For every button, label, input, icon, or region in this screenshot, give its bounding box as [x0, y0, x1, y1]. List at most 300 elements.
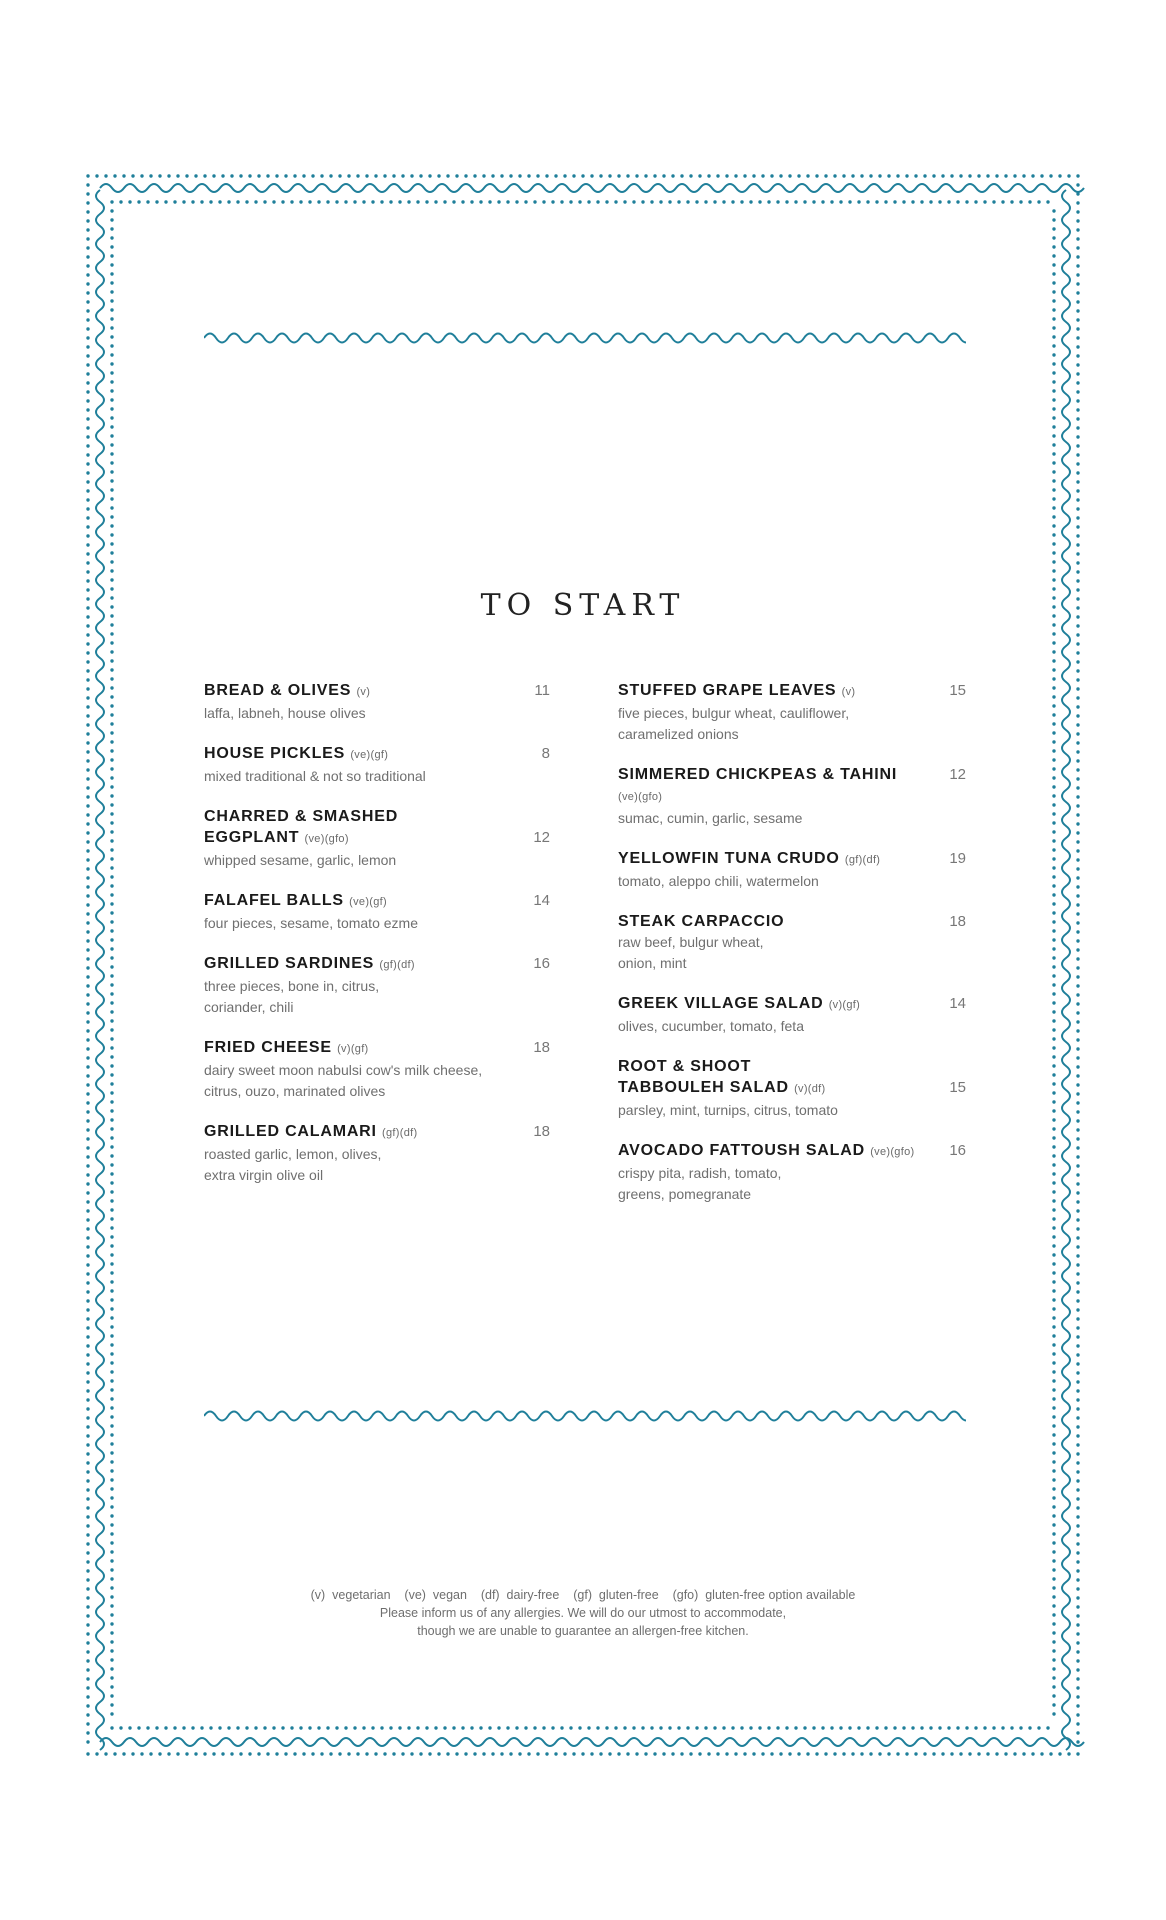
- border-dot: [1052, 1199, 1055, 1202]
- border-dot: [86, 714, 89, 717]
- border-dot: [947, 200, 950, 203]
- border-dot: [1052, 1505, 1055, 1508]
- border-dot: [509, 1752, 512, 1755]
- border-dot: [110, 254, 113, 257]
- border-dot: [932, 174, 935, 177]
- border-dot: [1040, 1752, 1043, 1755]
- border-dot: [500, 1752, 503, 1755]
- border-dot: [857, 200, 860, 203]
- border-dot: [86, 1281, 89, 1284]
- border-dot: [86, 444, 89, 447]
- border-dot: [1076, 255, 1079, 258]
- border-dot: [515, 1726, 518, 1729]
- border-dot: [869, 1752, 872, 1755]
- border-dot: [86, 1416, 89, 1419]
- border-dot: [1058, 1752, 1061, 1755]
- border-dot: [86, 732, 89, 735]
- border-dot: [86, 1146, 89, 1149]
- border-dot: [110, 569, 113, 572]
- border-dot: [812, 200, 815, 203]
- border-dot: [1052, 1001, 1055, 1004]
- border-dot: [1067, 1752, 1070, 1755]
- border-dot: [1052, 812, 1055, 815]
- border-dot: [1076, 417, 1079, 420]
- border-dot: [947, 1726, 950, 1729]
- border-dot: [452, 1726, 455, 1729]
- border-dot: [1052, 551, 1055, 554]
- border-dot: [1076, 1542, 1079, 1545]
- border-dot: [110, 434, 113, 437]
- border-dot: [959, 174, 962, 177]
- border-dot: [1076, 1452, 1079, 1455]
- border-dot: [1052, 992, 1055, 995]
- border-dot: [1076, 246, 1079, 249]
- border-dot: [1076, 1731, 1079, 1734]
- border-dot: [1076, 183, 1079, 186]
- border-dot: [86, 768, 89, 771]
- border-dot: [497, 1726, 500, 1729]
- border-dot: [1052, 416, 1055, 419]
- border-dot: [86, 1290, 89, 1293]
- border-dot: [86, 1524, 89, 1527]
- border-dot: [1076, 660, 1079, 663]
- border-dot: [122, 174, 125, 177]
- border-dot: [110, 1046, 113, 1049]
- border-dot: [1076, 849, 1079, 852]
- border-dot: [110, 1316, 113, 1319]
- border-dot: [1052, 515, 1055, 518]
- border-dot: [1052, 1388, 1055, 1391]
- border-dot: [680, 1752, 683, 1755]
- border-dot: [1076, 201, 1079, 204]
- border-dot: [338, 1752, 341, 1755]
- border-dot: [110, 1145, 113, 1148]
- border-dot: [185, 1752, 188, 1755]
- border-dot: [497, 200, 500, 203]
- border-dot: [110, 848, 113, 851]
- border-dot: [86, 318, 89, 321]
- item-price: 16: [949, 1142, 966, 1159]
- item-name-text: FRIED CHEESE: [204, 1039, 332, 1056]
- border-dot: [740, 200, 743, 203]
- border-dot: [209, 200, 212, 203]
- border-dot: [1052, 794, 1055, 797]
- border-dot: [86, 831, 89, 834]
- border-dot: [356, 174, 359, 177]
- border-dot: [140, 1752, 143, 1755]
- border-dot: [923, 1752, 926, 1755]
- border-dot: [968, 1752, 971, 1755]
- item-name-text: GRILLED CALAMARI: [204, 1123, 377, 1140]
- border-dot: [770, 174, 773, 177]
- border-dot: [1076, 777, 1079, 780]
- border-dot: [1052, 848, 1055, 851]
- border-dot: [110, 758, 113, 761]
- border-dot: [1052, 299, 1055, 302]
- item-description-line: tomato, aleppo chili, watermelon: [618, 873, 819, 889]
- border-dot: [1076, 1155, 1079, 1158]
- border-dot: [1076, 1551, 1079, 1554]
- border-dot: [86, 435, 89, 438]
- border-dot: [653, 174, 656, 177]
- border-dot: [518, 174, 521, 177]
- border-dot: [1052, 245, 1055, 248]
- border-dot: [284, 1752, 287, 1755]
- border-dot: [797, 174, 800, 177]
- item-name-text: SIMMERED CHICKPEAS & TAHINI: [618, 766, 898, 783]
- border-dot: [1052, 1226, 1055, 1229]
- border-dot: [86, 1353, 89, 1356]
- border-dot: [1076, 1101, 1079, 1104]
- border-dot: [104, 1752, 107, 1755]
- item-name-text: STEAK CARPACCIO: [618, 913, 785, 930]
- border-dot: [452, 200, 455, 203]
- border-dot: [1076, 1335, 1079, 1338]
- item-price: 16: [533, 955, 550, 972]
- allergy-notice-line-2: though we are unable to guarantee an allergen-free kitchen.: [417, 1624, 749, 1638]
- border-dot: [347, 174, 350, 177]
- border-dot: [86, 1227, 89, 1230]
- border-dot: [110, 245, 113, 248]
- border-dot: [110, 677, 113, 680]
- border-dot: [86, 1578, 89, 1581]
- border-dot: [86, 921, 89, 924]
- border-dot: [1052, 938, 1055, 941]
- border-dot: [992, 200, 995, 203]
- border-dot: [455, 174, 458, 177]
- border-dot: [1076, 975, 1079, 978]
- border-dot: [1052, 227, 1055, 230]
- border-dot: [455, 1752, 458, 1755]
- border-dot: [86, 1299, 89, 1302]
- item-description-line: laffa, labneh, house olives: [204, 705, 366, 721]
- border-dot: [527, 174, 530, 177]
- border-dot: [110, 929, 113, 932]
- border-dot: [761, 1752, 764, 1755]
- border-dot: [110, 1019, 113, 1022]
- border-dot: [1028, 1726, 1031, 1729]
- border-dot: [110, 632, 113, 635]
- border-dot: [86, 480, 89, 483]
- border-dot: [1076, 561, 1079, 564]
- border-dot: [1052, 1478, 1055, 1481]
- border-dot: [554, 174, 557, 177]
- border-dot: [200, 1726, 203, 1729]
- border-dot: [230, 1752, 233, 1755]
- border-dot: [542, 1726, 545, 1729]
- border-dot: [758, 1726, 761, 1729]
- border-dot: [1076, 1236, 1079, 1239]
- border-dot: [110, 839, 113, 842]
- border-dot: [86, 1407, 89, 1410]
- border-dot: [86, 408, 89, 411]
- border-dot: [695, 200, 698, 203]
- border-dot: [1052, 308, 1055, 311]
- border-dot: [86, 912, 89, 915]
- border-dot: [1052, 974, 1055, 977]
- item-description: [618, 808, 966, 829]
- item-description: [618, 1163, 966, 1205]
- border-dot: [815, 1752, 818, 1755]
- border-dot: [545, 1752, 548, 1755]
- border-dot: [110, 668, 113, 671]
- border-dot: [866, 1726, 869, 1729]
- border-dot: [1052, 749, 1055, 752]
- border-dot: [110, 1064, 113, 1067]
- border-dot: [275, 1752, 278, 1755]
- border-dot: [1052, 1379, 1055, 1382]
- border-dot: [86, 345, 89, 348]
- border-dot: [356, 1752, 359, 1755]
- border-dot: [1052, 1064, 1055, 1067]
- border-dot: [86, 894, 89, 897]
- border-dot: [110, 1037, 113, 1040]
- border-dot: [1052, 1442, 1055, 1445]
- border-dot: [110, 1208, 113, 1211]
- border-dot: [1076, 1344, 1079, 1347]
- border-dot: [635, 174, 638, 177]
- menu-item: [204, 743, 550, 787]
- border-dot: [110, 1514, 113, 1517]
- border-dot: [227, 200, 230, 203]
- border-dot: [605, 200, 608, 203]
- border-dot: [248, 174, 251, 177]
- border-dot: [1076, 309, 1079, 312]
- border-dot: [281, 1726, 284, 1729]
- border-dot: [86, 1164, 89, 1167]
- border-dot: [779, 174, 782, 177]
- border-dot: [1076, 516, 1079, 519]
- border-dot: [1052, 335, 1055, 338]
- border-dot: [155, 200, 158, 203]
- border-dot: [842, 174, 845, 177]
- border-dot: [821, 200, 824, 203]
- border-dot: [1076, 1695, 1079, 1698]
- border-dot: [1052, 740, 1055, 743]
- border-dot: [1076, 525, 1079, 528]
- border-dot: [392, 1752, 395, 1755]
- border-dot: [110, 785, 113, 788]
- border-dot: [668, 1726, 671, 1729]
- item-name: [204, 890, 550, 913]
- border-dot: [563, 1752, 566, 1755]
- item-description: [204, 1144, 550, 1186]
- border-dot: [1076, 984, 1079, 987]
- border-dot: [110, 1694, 113, 1697]
- border-dot: [1076, 948, 1079, 951]
- border-dot: [1076, 1407, 1079, 1410]
- border-dot: [86, 741, 89, 744]
- border-dot: [878, 174, 881, 177]
- border-dot: [1052, 1541, 1055, 1544]
- border-dot: [542, 200, 545, 203]
- border-dot: [110, 317, 113, 320]
- border-dot: [1076, 804, 1079, 807]
- border-dot: [272, 1726, 275, 1729]
- border-dot: [1052, 533, 1055, 536]
- border-dot: [464, 174, 467, 177]
- border-dot: [1052, 677, 1055, 680]
- border-dot: [482, 174, 485, 177]
- border-dot: [722, 1726, 725, 1729]
- border-dot: [149, 174, 152, 177]
- border-dot: [641, 1726, 644, 1729]
- item-description-line: sumac, cumin, garlic, sesame: [618, 810, 803, 826]
- border-dot: [1052, 1280, 1055, 1283]
- item-name: [204, 1121, 550, 1144]
- border-dot: [410, 174, 413, 177]
- border-dot: [608, 174, 611, 177]
- border-dot: [1076, 795, 1079, 798]
- border-dot: [1076, 363, 1079, 366]
- dietary-tags: (ve)(gf): [349, 896, 387, 908]
- border-dot: [1076, 552, 1079, 555]
- border-dot: [950, 1752, 953, 1755]
- border-dot: [470, 1726, 473, 1729]
- border-dot: [86, 1650, 89, 1653]
- border-dot: [1076, 1560, 1079, 1563]
- border-dot: [86, 975, 89, 978]
- border-dot: [1076, 930, 1079, 933]
- border-dot: [86, 867, 89, 870]
- border-dot: [1076, 1200, 1079, 1203]
- border-dot: [644, 1752, 647, 1755]
- border-dot: [335, 1726, 338, 1729]
- border-dot: [1076, 480, 1079, 483]
- border-dot: [1076, 498, 1079, 501]
- item-name: [204, 680, 550, 703]
- item-description-line: caramelized onions: [618, 726, 739, 742]
- item-name: [204, 743, 550, 766]
- border-dot: [1076, 1119, 1079, 1122]
- border-dot: [1052, 560, 1055, 563]
- border-dot: [446, 1752, 449, 1755]
- border-dot: [533, 200, 536, 203]
- border-dot: [110, 335, 113, 338]
- border-dot: [1076, 894, 1079, 897]
- border-dot: [662, 1752, 665, 1755]
- border-dot: [821, 1726, 824, 1729]
- border-dot: [803, 1726, 806, 1729]
- border-dot: [986, 1752, 989, 1755]
- border-dot: [200, 200, 203, 203]
- border-dot: [713, 200, 716, 203]
- border-dot: [194, 174, 197, 177]
- item-description-line: four pieces, sesame, tomato ezme: [204, 915, 418, 931]
- border-dot: [86, 696, 89, 699]
- border-dot: [659, 1726, 662, 1729]
- border-dot: [1052, 434, 1055, 437]
- border-dot: [482, 1752, 485, 1755]
- border-dot: [86, 1137, 89, 1140]
- border-dot: [374, 1752, 377, 1755]
- item-price: 18: [949, 913, 966, 930]
- menu-item: [204, 890, 550, 934]
- border-dot: [173, 200, 176, 203]
- border-dot: [653, 1752, 656, 1755]
- border-dot: [110, 1163, 113, 1166]
- border-dot: [1052, 722, 1055, 725]
- border-dot: [434, 1726, 437, 1729]
- border-dot: [533, 1726, 536, 1729]
- border-dot: [1052, 578, 1055, 581]
- border-wave-bottom: [100, 1738, 1084, 1746]
- border-dot: [263, 1726, 266, 1729]
- dietary-tags: (v)(df): [794, 1083, 826, 1095]
- border-dot: [110, 1496, 113, 1499]
- border-dot: [1076, 840, 1079, 843]
- item-price: 18: [533, 1123, 550, 1140]
- border-dot: [86, 1641, 89, 1644]
- border-dot: [1052, 893, 1055, 896]
- border-dot: [1052, 461, 1055, 464]
- border-dot: [1052, 1667, 1055, 1670]
- border-dot: [110, 1487, 113, 1490]
- border-dot: [1076, 1317, 1079, 1320]
- border-dot: [110, 227, 113, 230]
- border-dot: [302, 1752, 305, 1755]
- border-dot: [518, 1752, 521, 1755]
- border-dot: [110, 920, 113, 923]
- border-dot: [524, 1726, 527, 1729]
- border-dot: [86, 1272, 89, 1275]
- border-dot: [1052, 650, 1055, 653]
- border-dot: [902, 200, 905, 203]
- border-dot: [767, 1726, 770, 1729]
- border-dot: [1046, 200, 1049, 203]
- border-dot: [425, 1726, 428, 1729]
- border-dot: [1076, 714, 1079, 717]
- border-dot: [590, 1752, 593, 1755]
- border-dot: [1076, 1263, 1079, 1266]
- border-dot: [110, 1190, 113, 1193]
- border-dot: [110, 1253, 113, 1256]
- border-dot: [1052, 1172, 1055, 1175]
- item-price: 14: [533, 892, 550, 909]
- border-dot: [1052, 947, 1055, 950]
- border-dot: [110, 803, 113, 806]
- border-dot: [473, 174, 476, 177]
- border-dot: [245, 200, 248, 203]
- border-dot: [1052, 1037, 1055, 1040]
- border-dot: [1013, 174, 1016, 177]
- border-dot: [110, 1172, 113, 1175]
- border-dot: [302, 174, 305, 177]
- border-dot: [299, 200, 302, 203]
- border-dot: [491, 1752, 494, 1755]
- border-dot: [1076, 633, 1079, 636]
- border-dot: [1076, 1362, 1079, 1365]
- border-dot: [1076, 372, 1079, 375]
- border-dot: [110, 551, 113, 554]
- border-dot: [218, 1726, 221, 1729]
- border-dot: [110, 1136, 113, 1139]
- border-dot: [86, 840, 89, 843]
- border-dot: [572, 1752, 575, 1755]
- menu-item: [618, 1056, 966, 1121]
- border-dot: [1052, 920, 1055, 923]
- border-dot: [1076, 1353, 1079, 1356]
- border-dot: [1001, 1726, 1004, 1729]
- border-dot: [110, 1055, 113, 1058]
- border-dot: [86, 1119, 89, 1122]
- border-dot: [545, 174, 548, 177]
- border-dot: [1052, 272, 1055, 275]
- border-dot: [1052, 1289, 1055, 1292]
- border-dot: [1076, 624, 1079, 627]
- border-dot: [551, 1726, 554, 1729]
- border-wave-left: [96, 190, 104, 1750]
